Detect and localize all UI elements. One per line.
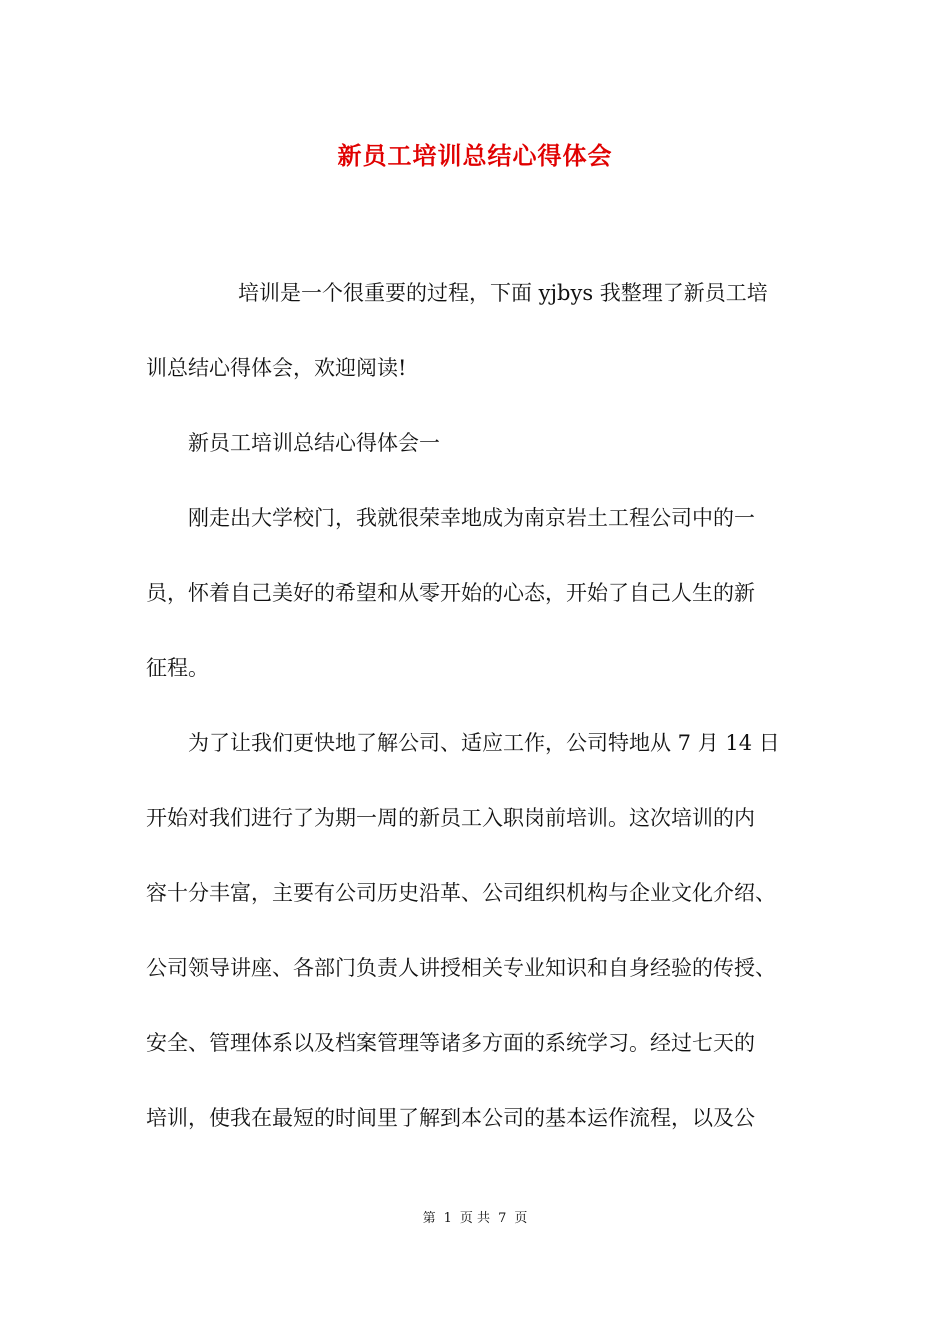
footer-current-page: 1 (443, 1211, 452, 1226)
footer-middle: 页 共 (459, 1211, 491, 1226)
page-footer (0, 1207, 950, 1226)
footer-suffix: 页 (514, 1211, 528, 1226)
paragraph-line: 员，怀着自己美好的希望和从零开始的心态，开始了自己人生的新 (146, 581, 755, 605)
paragraph-first-line: 培训是一个很重要的过程，下面 yjbys 我整理了新员工培 (238, 281, 768, 305)
paragraph-first-line: 刚走出大学校门，我就很荣幸地成为南京岩土工程公司中的一 (188, 506, 755, 530)
document-title: 新员工培训总结心得体会 (337, 141, 613, 170)
paragraph-line: 征程。 (146, 656, 209, 680)
footer-total-pages: 7 (498, 1211, 507, 1226)
paragraph-line: 安全、管理体系以及档案管理等诸多方面的系统学习。经过七天的 (146, 1031, 755, 1055)
footer-prefix: 第 (422, 1211, 436, 1226)
paragraph-line: 训总结心得体会，欢迎阅读! (146, 356, 407, 380)
paragraph-line: 培训，使我在最短的时间里了解到本公司的基本运作流程，以及公 (146, 1106, 755, 1130)
document-body (146, 256, 816, 1156)
paragraph-line: 公司领导讲座、各部门负责人讲授相关专业知识和自身经验的传授、 (146, 956, 776, 980)
paragraph-line: 开始对我们进行了为期一周的新员工入职岗前培训。这次培训的内 (146, 806, 755, 830)
paragraph-first-line: 新员工培训总结心得体会一 (188, 431, 440, 455)
paragraph-first-line: 为了让我们更快地了解公司、适应工作，公司特地从 7 月 14 日 (188, 731, 780, 755)
paragraph-line: 容十分丰富，主要有公司历史沿革、公司组织机构与企业文化介绍、 (146, 881, 776, 905)
